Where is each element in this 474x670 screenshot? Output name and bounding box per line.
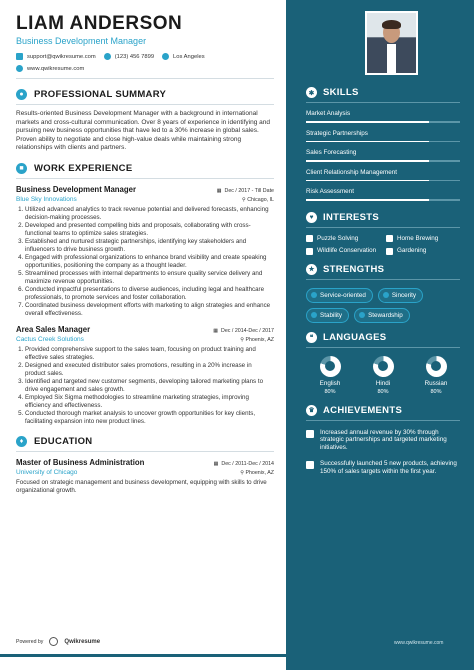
language-item <box>363 356 403 395</box>
skill-bar <box>306 180 460 182</box>
gear-icon: ✱ <box>306 87 317 98</box>
strength-label: Stability <box>320 311 343 319</box>
job-entry <box>16 185 274 318</box>
person-icon: ● <box>16 89 27 100</box>
interest-item <box>386 247 460 255</box>
leaf-icon <box>306 248 313 255</box>
list-item: 1. Provided comprehensive support to the sales team, focusing on product training and effective sales strategies. <box>25 346 274 362</box>
strengths-divider <box>306 279 460 280</box>
skill-bar-fill <box>306 180 429 182</box>
check-icon <box>311 292 317 298</box>
footer-brand[interactable]: Qwikresume <box>64 638 101 645</box>
footer-url[interactable]: www.qwikresume.com <box>394 640 444 646</box>
achievements-title: ACHIEVEMENTS <box>323 404 403 416</box>
languages-list <box>306 356 460 395</box>
header-divider <box>16 78 274 79</box>
interest-item <box>306 235 380 243</box>
list-item: 3. Established and nurtured strategic partnerships, identifying key stakeholders and influencers to drive business growth. <box>25 238 274 254</box>
summary-heading <box>16 89 274 100</box>
education-divider <box>16 451 274 452</box>
skills-divider <box>306 102 460 103</box>
interests-heading <box>306 212 460 223</box>
strength-label: Stewardship <box>368 311 403 319</box>
strength-label: Service-oriented <box>320 291 366 299</box>
education-heading <box>16 436 274 447</box>
skill-item <box>306 130 460 143</box>
degree-title: Master of Business Administration <box>16 457 145 467</box>
strength-pill <box>354 308 410 323</box>
job-bullets <box>16 206 274 318</box>
profile-photo <box>365 11 418 75</box>
skill-bar-fill <box>306 199 429 201</box>
languages-heading <box>306 332 460 343</box>
interest-label: Gardening <box>397 247 427 255</box>
pin-icon: ⚲ <box>240 336 244 343</box>
skill-name: Risk Assessment <box>306 188 354 195</box>
puzzle-icon <box>306 235 313 242</box>
interests-divider <box>306 227 460 228</box>
email-icon <box>16 53 23 60</box>
language-level: 80% <box>324 388 336 395</box>
home-icon <box>386 235 393 242</box>
footer <box>16 637 456 646</box>
check-icon <box>383 292 389 298</box>
language-name: Russian <box>424 379 448 387</box>
strength-label: Sincerity <box>391 291 417 299</box>
candidate-title: Business Development Manager <box>16 36 147 46</box>
skill-name: Strategic Partnerships <box>306 129 368 137</box>
language-name: Hindi <box>375 379 391 387</box>
qwikresume-logo-icon <box>49 637 58 646</box>
school-name: University of Chicago <box>16 468 78 476</box>
trophy-icon <box>306 430 314 438</box>
check-icon <box>311 312 317 318</box>
calendar-icon: ▦ <box>213 327 218 334</box>
skill-item <box>306 188 460 201</box>
briefcase-icon: ■ <box>16 163 27 174</box>
achievements-heading <box>306 405 460 416</box>
location-icon <box>162 53 169 60</box>
interest-label: Wildlife Conservation <box>317 247 377 255</box>
education-dates: Dec / 2011-Dec / 2014 <box>221 460 274 467</box>
skills-list <box>306 110 460 201</box>
experience-heading <box>16 163 274 174</box>
job-company: Cactus Creek Solutions <box>16 335 84 343</box>
trophy-icon: ♛ <box>306 405 317 416</box>
list-item: 1. Utilized advanced analytics to track revenue potential and delivered forecasts, enhancing decision-making processes. <box>25 206 274 222</box>
job-title: Area Sales Manager <box>16 324 91 334</box>
language-level: 80% <box>430 388 442 395</box>
skill-bar <box>306 121 460 123</box>
candidate-name: LIAM ANDERSON <box>16 13 183 34</box>
job-entry <box>16 325 274 426</box>
interest-item <box>306 247 380 255</box>
contact-row-1 <box>16 53 274 60</box>
check-icon <box>359 312 365 318</box>
skill-bar-fill <box>306 160 429 162</box>
list-item: 6. Conducted impactful presentations to diverse audiences, including legal and healthcare professionals, to promote services and foster collaboration. <box>25 286 274 302</box>
language-ring <box>426 356 447 377</box>
phone-text: (123) 456 7899 <box>114 53 155 60</box>
skill-bar-fill <box>306 121 429 123</box>
language-ring <box>373 356 394 377</box>
pin-icon: ⚲ <box>242 196 246 203</box>
heart-icon: ♥ <box>306 212 317 223</box>
key-icon: ♦ <box>16 436 27 447</box>
location-text: Los Angeles <box>173 53 205 60</box>
strengths-heading <box>306 264 460 275</box>
calendar-icon: ▦ <box>216 187 222 194</box>
speech-icon: ❝ <box>306 332 317 343</box>
interest-label: Puzzle Solving <box>317 234 359 242</box>
skills-title: SKILLS <box>323 87 359 98</box>
skill-bar <box>306 160 460 162</box>
job-bullets <box>16 346 274 426</box>
list-item: 4. Engaged with professional organizations to enhance brand visibility and create speaking opportunities, positioning the company as a thought leader. <box>25 254 274 270</box>
list-item: 7. Coordinated business development efforts with marketing to align strategies and enhance overall effectiveness. <box>25 302 274 318</box>
achievements-divider <box>306 420 460 421</box>
calendar-icon: ▦ <box>213 460 219 467</box>
languages-divider <box>306 347 460 348</box>
language-name: English <box>319 379 341 387</box>
job-location: Phoenix, AZ <box>245 336 274 343</box>
skill-name: Sales Forecasting <box>306 149 357 156</box>
job-company: Blue Sky Innovations <box>16 195 77 203</box>
website-text[interactable]: www.qwikresume.com <box>27 65 85 72</box>
education-entry <box>16 458 274 495</box>
interest-item <box>386 235 460 243</box>
list-item: 5. Conducted thorough market analysis to uncover growth opportunities for key clients, facilitating expansion into new product lines. <box>25 410 274 426</box>
globe-icon <box>16 65 23 72</box>
strength-pill <box>378 288 423 303</box>
list-item: 3. Identified and targeted new customer segments, developing tailored marketing plans to drive engagement and sales growth. <box>25 378 274 394</box>
skills-heading <box>306 87 460 98</box>
achievement-text: Increased annual revenue by 30% through strategic partnerships and targeted marketing initiatives. <box>320 428 447 452</box>
job-dates: Dec / 2017 - Till Date <box>224 187 274 194</box>
contact-row-2 <box>16 65 274 72</box>
list-item: 4. Employed Six Sigma methodologies to streamline marketing strategies, improving efficiency and effectiveness. <box>25 394 274 410</box>
language-item <box>416 356 456 395</box>
list-item: 2. Designed and executed distributor sales promotions, resulting in a 20% increase in product sales. <box>25 362 274 378</box>
footer-bar <box>0 654 474 657</box>
interests-title: INTERESTS <box>323 211 380 223</box>
language-level: 80% <box>377 388 389 395</box>
education-title: EDUCATION <box>34 435 93 447</box>
skill-bar <box>306 199 460 201</box>
sidebar <box>286 0 474 670</box>
job-dates: Dec / 2014-Dec / 2017 <box>221 327 274 334</box>
list-item: 5. Streamlined processes with internal departments to ensure quality service delivery and maximize revenue opportunities. <box>25 270 274 286</box>
phone-icon <box>104 53 111 60</box>
education-location: Phoenix, AZ <box>245 469 274 476</box>
summary-divider <box>16 104 274 105</box>
summary-title: PROFESSIONAL SUMMARY <box>34 89 167 100</box>
star-icon: ★ <box>306 264 317 275</box>
language-item <box>310 356 350 395</box>
skill-name: Client Relationship Management <box>306 168 398 176</box>
skill-name: Market Analysis <box>306 110 351 117</box>
languages-title: LANGUAGES <box>323 331 387 343</box>
experience-title: WORK EXPERIENCE <box>34 162 133 174</box>
powered-by-label: Powered by <box>16 638 44 645</box>
interests-grid <box>306 235 460 255</box>
pin-icon: ⚲ <box>240 469 244 476</box>
strengths-title: STRENGTHS <box>323 263 385 275</box>
strength-pill <box>306 288 373 303</box>
strengths-pills <box>306 288 460 323</box>
skill-item <box>306 110 460 123</box>
skill-bar <box>306 141 460 143</box>
achievement-text: Successfully launched 5 new products, achieving 150% of sales targets within the first year. <box>320 460 457 475</box>
achievement-item <box>306 460 460 476</box>
skill-item <box>306 169 460 182</box>
email-text[interactable]: support@qwikresume.com <box>27 53 96 60</box>
job-title: Business Development Manager <box>16 184 137 194</box>
education-description: Focused on strategic management and business development, equipping with skills to drive organizational growth. <box>16 478 267 494</box>
job-location: Chicago, IL <box>247 196 274 203</box>
list-item: 2. Developed and presented compelling bids and proposals, collaborating with cross-functional teams to optimize sales strategies. <box>25 222 274 238</box>
skill-bar-fill <box>306 141 429 143</box>
strength-pill <box>306 308 349 323</box>
experience-divider <box>16 178 274 179</box>
skill-item <box>306 149 460 162</box>
summary-text: Results-oriented Business Development Manager with a background in international markets and cross-cultural communication. Over 8 years of experience in identifying and pursuing new business opportunities that have led to a 30% increase in global sales. Proven ability to negotiate and close high-value deals while maintaining strong relationships with clients and partners. <box>16 110 270 152</box>
plant-icon <box>386 248 393 255</box>
language-ring <box>320 356 341 377</box>
achievement-item <box>306 429 460 452</box>
trophy-icon <box>306 461 314 469</box>
interest-label: Home Brewing <box>397 234 439 242</box>
